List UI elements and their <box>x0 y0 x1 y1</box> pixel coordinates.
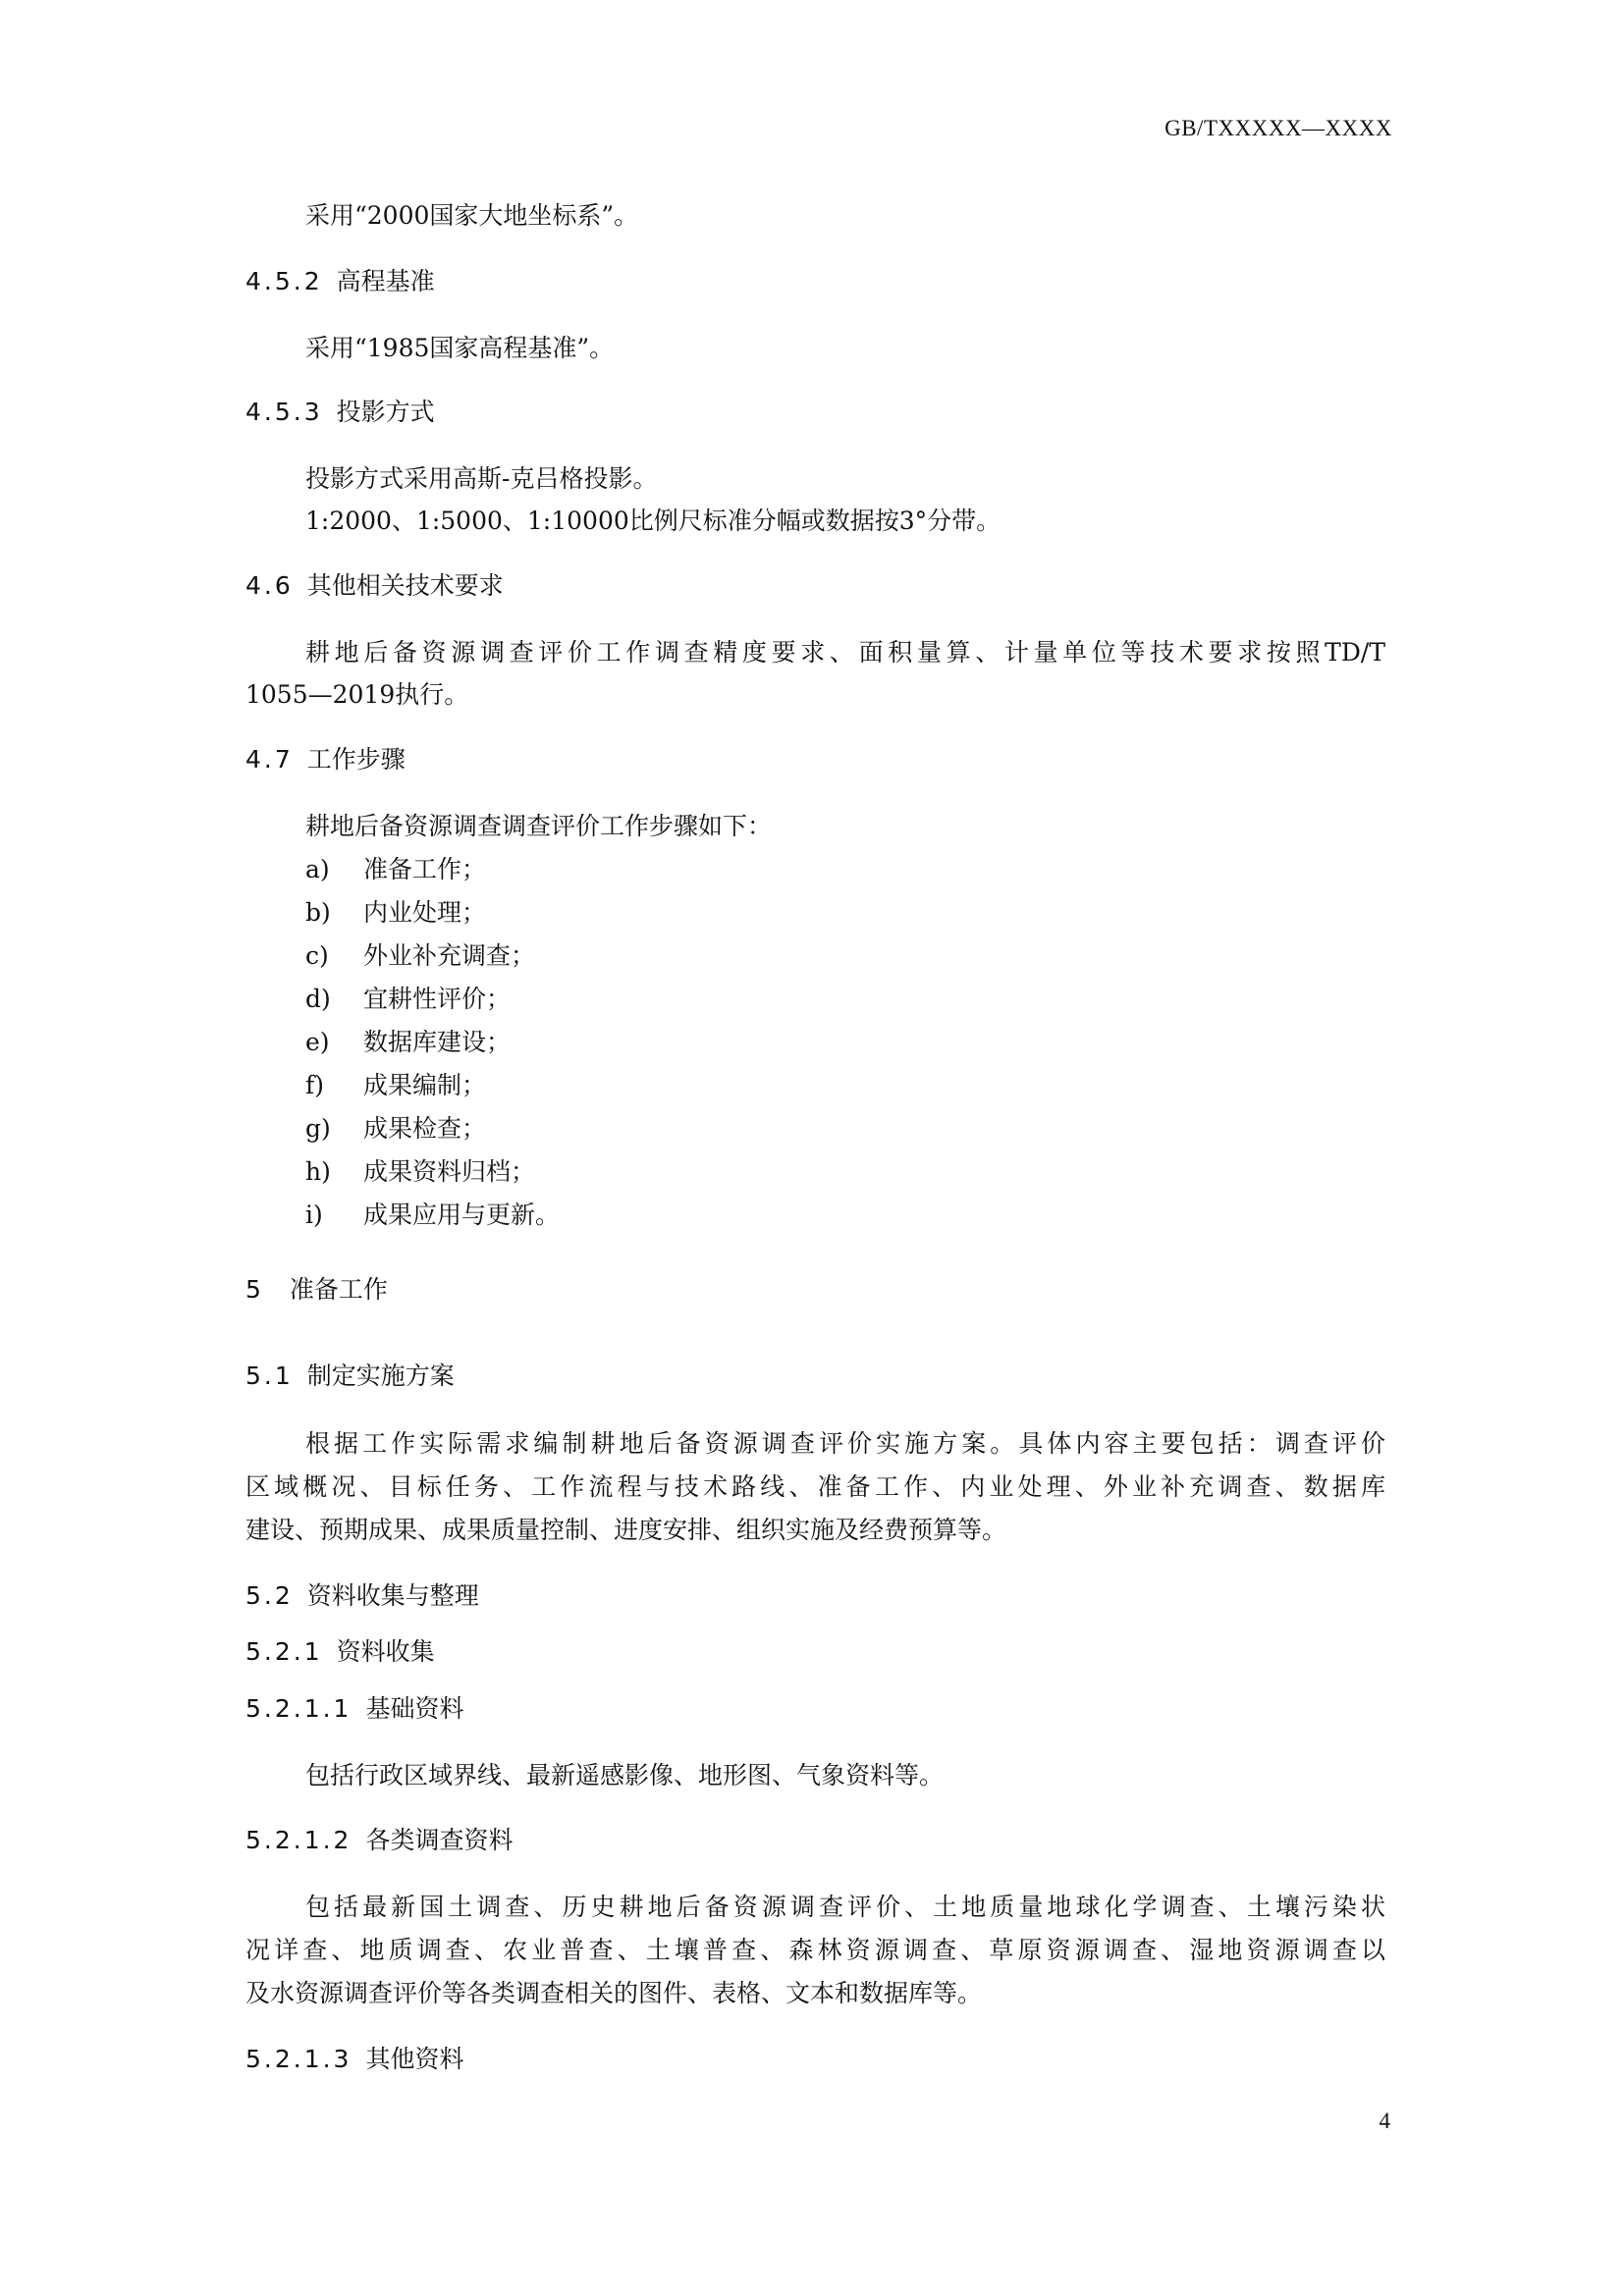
list-item <box>305 1157 535 1187</box>
heading-5 <box>245 1275 388 1305</box>
paragraph-projection-method: 投影方式采用高斯-克吕格投影。 <box>305 464 658 493</box>
heading-4-5-2 <box>245 267 435 296</box>
paragraph-steps-intro: 耕地后备资源调查调查评价工作步骤如下： <box>305 812 773 840</box>
list-item-label: h) <box>305 1157 331 1186</box>
list-item <box>305 941 535 971</box>
list-item-text: 宜耕性评价； <box>363 985 512 1013</box>
paragraph-basic-materials: 包括行政区域界线、最新遥感影像、地形图、气象资料等。 <box>305 1761 945 1789</box>
paragraph-tech-requirements-line-2: 1055—2019执行。 <box>245 680 469 709</box>
list-item-text: 成果资料归档； <box>363 1157 536 1186</box>
list-item <box>305 898 486 928</box>
section-title: 其他资料 <box>365 2045 464 2073</box>
section-number: 4.5.2 <box>245 267 323 295</box>
section-number: 5 <box>245 1275 264 1304</box>
list-item-label: f) <box>305 1071 325 1099</box>
section-title: 各类调查资料 <box>365 1826 514 1854</box>
paragraph-height-datum: 采用“1985国家高程基准”。 <box>305 334 615 362</box>
section-title: 资料收集与整理 <box>306 1581 479 1610</box>
section-title: 其他相关技术要求 <box>306 571 504 600</box>
heading-5-2 <box>245 1581 479 1611</box>
document-code-header: GB/TXXXXX—XXXX <box>1164 116 1392 140</box>
section-number: 5.2.1.3 <box>245 2045 352 2073</box>
paragraph-implementation-plan-line-3: 建设、预期成果、成果质量控制、进度安排、组织实施及经费预算等。 <box>245 1516 1007 1544</box>
section-number: 4.7 <box>245 745 294 774</box>
paragraph-tech-requirements-line-1: 耕地后备资源调查评价工作调查精度要求、面积量算、计量单位等技术要求按照TD/T <box>305 638 1385 667</box>
section-title: 投影方式 <box>336 398 435 426</box>
section-title: 高程基准 <box>336 267 435 295</box>
list-item-label: c) <box>305 941 329 970</box>
section-number: 4.6 <box>245 571 294 600</box>
list-item-label: d) <box>305 985 331 1013</box>
section-title: 准备工作 <box>289 1275 388 1304</box>
list-item <box>305 1114 486 1144</box>
list-item <box>305 1201 560 1230</box>
paragraph-implementation-plan-line-2: 区域概况、目标任务、工作流程与技术路线、准备工作、内业处理、外业补充调查、数据库 <box>245 1472 1385 1501</box>
paragraph-coordinate-system: 采用“2000国家大地坐标系”。 <box>305 201 639 230</box>
list-item-text: 外业补充调查； <box>363 941 536 970</box>
paragraph-survey-materials-line-1: 包括最新国土调查、历史耕地后备资源调查评价、土地质量地球化学调查、土壤污染状 <box>305 1893 1385 1921</box>
section-number: 5.1 <box>245 1362 294 1390</box>
section-title: 基础资料 <box>365 1694 464 1723</box>
paragraph-survey-materials-line-2: 况详查、地质调查、农业普查、土壤普查、森林资源调查、草原资源调查、湿地资源调查以 <box>245 1936 1385 1964</box>
heading-4-5-3 <box>245 398 435 427</box>
heading-4-7 <box>245 745 406 774</box>
section-number: 4.5.3 <box>245 398 323 426</box>
list-item-label: a) <box>305 855 330 883</box>
list-item-label: e) <box>305 1028 330 1056</box>
list-item-text: 成果应用与更新。 <box>363 1201 561 1229</box>
paragraph-projection-zoning: 1:2000、1:5000、1:10000比例尺标准分幅或数据按3°分带。 <box>305 507 1001 535</box>
paragraph-implementation-plan-line-1: 根据工作实际需求编制耕地后备资源调查评价实施方案。具体内容主要包括：调查评价 <box>305 1429 1385 1458</box>
list-item-label: i) <box>305 1201 323 1229</box>
section-title: 制定实施方案 <box>306 1362 455 1390</box>
list-item <box>305 855 486 884</box>
list-item <box>305 1071 486 1100</box>
section-title: 工作步骤 <box>306 745 406 774</box>
heading-5-2-1 <box>245 1637 435 1667</box>
heading-5-2-1-1 <box>245 1694 463 1724</box>
list-item <box>305 1028 511 1057</box>
heading-5-2-1-3 <box>245 2045 463 2074</box>
list-item-text: 内业处理； <box>363 898 487 927</box>
list-item-text: 准备工作； <box>363 855 487 883</box>
paragraph-survey-materials-line-3: 及水资源调查评价等各类调查相关的图件、表格、文本和数据库等。 <box>245 1979 983 2007</box>
list-item-text: 成果编制； <box>363 1071 487 1099</box>
section-number: 5.2.1.2 <box>245 1826 352 1854</box>
section-number: 5.2.1 <box>245 1637 323 1666</box>
heading-5-2-1-2 <box>245 1826 513 1855</box>
list-item <box>305 985 511 1014</box>
heading-5-1 <box>245 1362 455 1391</box>
list-item-text: 成果检查； <box>363 1114 487 1143</box>
heading-4-6 <box>245 571 504 601</box>
section-title: 资料收集 <box>336 1637 435 1666</box>
list-item-label: g) <box>305 1114 331 1143</box>
list-item-label: b) <box>305 898 331 927</box>
section-number: 5.2.1.1 <box>245 1694 352 1723</box>
section-number: 5.2 <box>245 1581 294 1610</box>
list-item-text: 数据库建设； <box>363 1028 512 1056</box>
page-number: 4 <box>1379 2109 1390 2133</box>
